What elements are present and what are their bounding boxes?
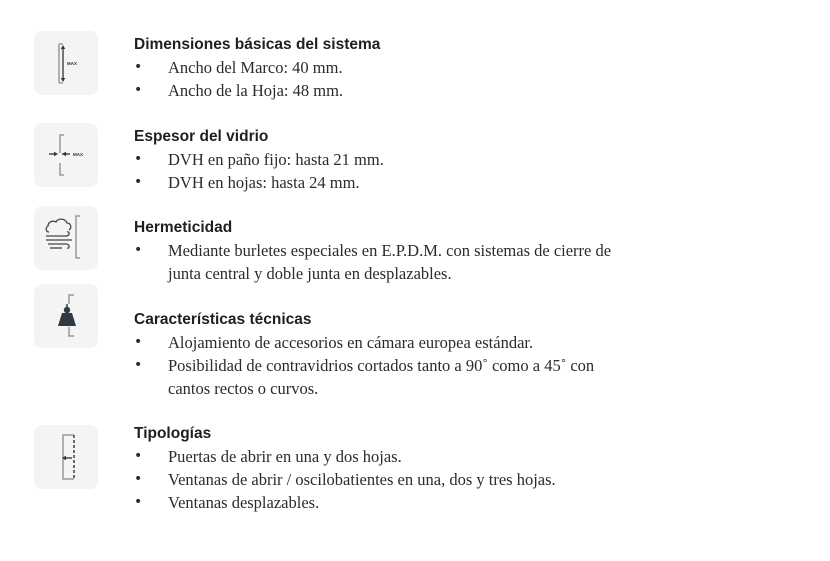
bullet: • [134,174,143,190]
svg-text:MAX: MAX [73,152,83,157]
frame-max-width-icon [34,31,98,95]
list-item: • DVH en paño fijo: hasta 21 mm. [134,150,384,169]
section-glass-thickness [134,127,654,194]
list-item: • Ventanas de abrir / oscilobatientes en una, dos y tres hojas. [134,470,556,489]
bullet-list [134,445,654,514]
bullet: • [134,334,143,350]
bullet-list [134,239,614,285]
weather-seal-icon [34,206,98,270]
section-title: Dimensiones básicas del sistema [134,36,381,53]
list-item: • Posibilidad de contravidrios cortados tanto a 90˚ como a 45˚ con cantos rectos o curvos. [134,356,595,398]
list-item: • Mediante burletes especiales en E.P.D.M. con sistemas de cierre de junta central y doble junta en desplazables. [134,241,612,283]
bullet: • [134,151,143,167]
list-item: • Ancho del Marco: 40 mm. [134,58,343,77]
bullet: • [134,82,143,98]
bullet-list [134,56,654,102]
bullet: • [134,471,143,487]
list-item: • Ancho de la Hoja: 48 mm. [134,81,344,100]
door-opening-icon [34,425,98,489]
section-technical [134,310,634,400]
section-dimensions [134,35,654,102]
list-item: • DVH en hojas: hasta 24 mm. [134,173,360,192]
section-title: Espesor del vidrio [134,128,269,145]
bullet-list [134,331,634,400]
section-sealing [134,218,614,285]
list-item: • Alojamiento de accesorios en cámara europea estándar. [134,333,534,352]
bullet: • [134,357,143,373]
bullet-list [134,148,654,194]
bullet: • [134,494,143,510]
list-item: • Puertas de abrir en una y dos hojas. [134,447,402,466]
list-item: • Ventanas desplazables. [134,493,320,512]
section-title: Tipologías [134,425,212,442]
section-typologies [134,424,654,514]
glass-thickness-icon [34,123,98,187]
section-title: Hermeticidad [134,219,233,236]
bullet: • [134,242,143,258]
section-title: Características técnicas [134,311,312,328]
bullet: • [134,59,143,75]
bullet: • [134,448,143,464]
hardware-accessory-icon [34,284,98,348]
svg-text:MAX: MAX [67,61,77,66]
